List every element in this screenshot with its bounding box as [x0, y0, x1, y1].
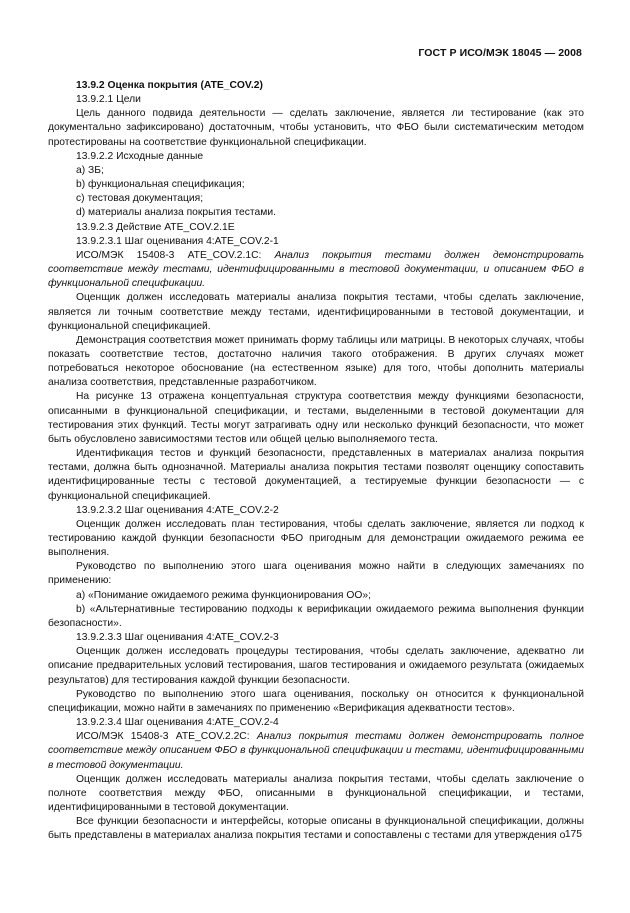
paragraph: Оценщик должен исследовать материалы анализа покрытия тестами, чтобы сделать заключение, является ли точным соответствие между тестами, идентифицированными в тестовой документации, и функциональной спецификацией.: [48, 292, 584, 332]
paragraph: 13.9.2.3.2 Шаг оценивания 4:ATE_COV.2-2: [76, 504, 279, 516]
paragraph: d) материалы анализа покрытия тестами.: [76, 207, 276, 219]
citation-ref: ИСО/МЭК 15408-3 ATE_COV.2.1C:: [76, 249, 275, 261]
paragraph: Демонстрация соответствия может принимать форму таблицы или матрицы. В некоторых случаях, чтобы показать соответствие тестов, достаточно наличия такого отображения. В других случаях может потребоваться некоторое обоснование (на естественном языке) для того, чтобы дополнить материалы анализа соответствия, представленные разработчиком.: [48, 334, 584, 389]
paragraph: b) функциональная спецификация;: [76, 179, 245, 191]
page-number: 175: [564, 829, 582, 840]
section-heading: 13.9.2 Оценка покрытия (ATE_COV.2): [76, 80, 263, 91]
paragraph: a) ЗБ;: [76, 164, 104, 176]
paragraph: На рисунке 13 отражена концептуальная структура соответствия между функциями безопасности, описанными в функциональной спецификации, и тестами, выделенными в тестовой документации для тестирования этих функций. Тесты могут затрагивать одну или несколько функций безопасности, что может быть обусловлено зависимостями тестов или общей целью выполняемого теста.: [48, 391, 584, 445]
standard-header: ГОСТ Р ИСО/МЭК 18045 — 2008: [418, 47, 582, 59]
paragraph: 13.9.2.2 Исходные данные: [76, 150, 204, 162]
paragraph: Все функции безопасности и интерфейсы, которые описаны в функциональной спецификации, должны быть представлены в материалах анализа покрытия тестами и сопоставлены с тестами для утверждения о: [48, 816, 584, 842]
paragraph: 13.9.2.3.3 Шаг оценивания 4:ATE_COV.2-3: [76, 632, 279, 644]
paragraph: 13.9.2.1 Цели: [76, 94, 141, 106]
paragraph: Оценщик должен исследовать материалы анализа покрытия тестами, чтобы сделать заключение о полноте соответствия между ФБО, описанными в функциональной спецификации, и тестами, идентифицированными в тестовой документации.: [48, 773, 584, 813]
paragraph: Идентификация тестов и функций безопасности, представленных в материалах анализа покрытия тестами, должна быть однозначной. Материалы анализа покрытия тестами позволят оценщику сопоставить идентифицированные тесты с тестовой документацией, а тестируемые функции безопасности — с функциональной спецификацией.: [48, 448, 584, 502]
paragraph: Цель данного подвида деятельности — сделать заключение, является ли тестирование (как это документально зафиксировано) достаточным, чтобы установить, что ФБО были систематическим методом протестированы на соответствие функциональной спецификации.: [48, 108, 584, 148]
paragraph: c) тестовая документация;: [76, 193, 204, 205]
citation-italic-text: Анализ покрытия тестами должен демонстрировать полное соответствие между описанием ФБО в функциональной спецификации и тестами, идентифицированными в тестовой документации.: [48, 731, 585, 771]
paragraph: Руководство по выполнению этого шага оценивания можно найти в следующих замечаниях по применению:: [48, 561, 584, 587]
paragraph: 13.9.2.3.1 Шаг оценивания 4:ATE_COV.2-1: [76, 235, 279, 247]
paragraph: Руководство по выполнению этого шага оценивания, поскольку он относится к функциональной спецификации, можно найти в замечаниях по применению «Верификация адекватности тестов».: [48, 688, 584, 714]
citation-ref: ИСО/МЭК 15408-3 ATE_COV.2.2C:: [76, 731, 257, 743]
paragraph: Оценщик должен исследовать план тестирования, чтобы сделать заключение, является ли подход к тестированию каждой функции безопасности ФБО пригодным для демонстрации ожидаемого режима ее выполнения.: [48, 518, 584, 559]
paragraph: [48, 249, 584, 291]
paragraph: [48, 730, 584, 772]
citation-italic-text: Анализ покрытия тестами должен демонстрировать соответствие между тестами, идентифицированными в тестовой документации, и описанием ФБО в функциональной спецификации.: [48, 249, 584, 290]
paragraph: Оценщик должен исследовать процедуры тестирования, чтобы сделать заключение, адекватно ли описание предварительных условий тестирования, шагов тестирования и ожидаемого результата (ожидаемых результатов) для тестирования каждой функции безопасности.: [48, 646, 584, 686]
paragraph: a) «Понимание ожидаемого режима функционирования ОО»;: [76, 589, 371, 601]
paragraph: b) «Альтернативные тестированию подходы к верификации ожидаемого режима выполнения функции безопасности».: [48, 603, 584, 629]
document-body: [48, 79, 584, 843]
paragraph: 13.9.2.3.4 Шаг оценивания 4:ATE_COV.2-4: [76, 717, 279, 729]
paragraph: 13.9.2.3 Действие ATE_COV.2.1E: [76, 221, 235, 233]
